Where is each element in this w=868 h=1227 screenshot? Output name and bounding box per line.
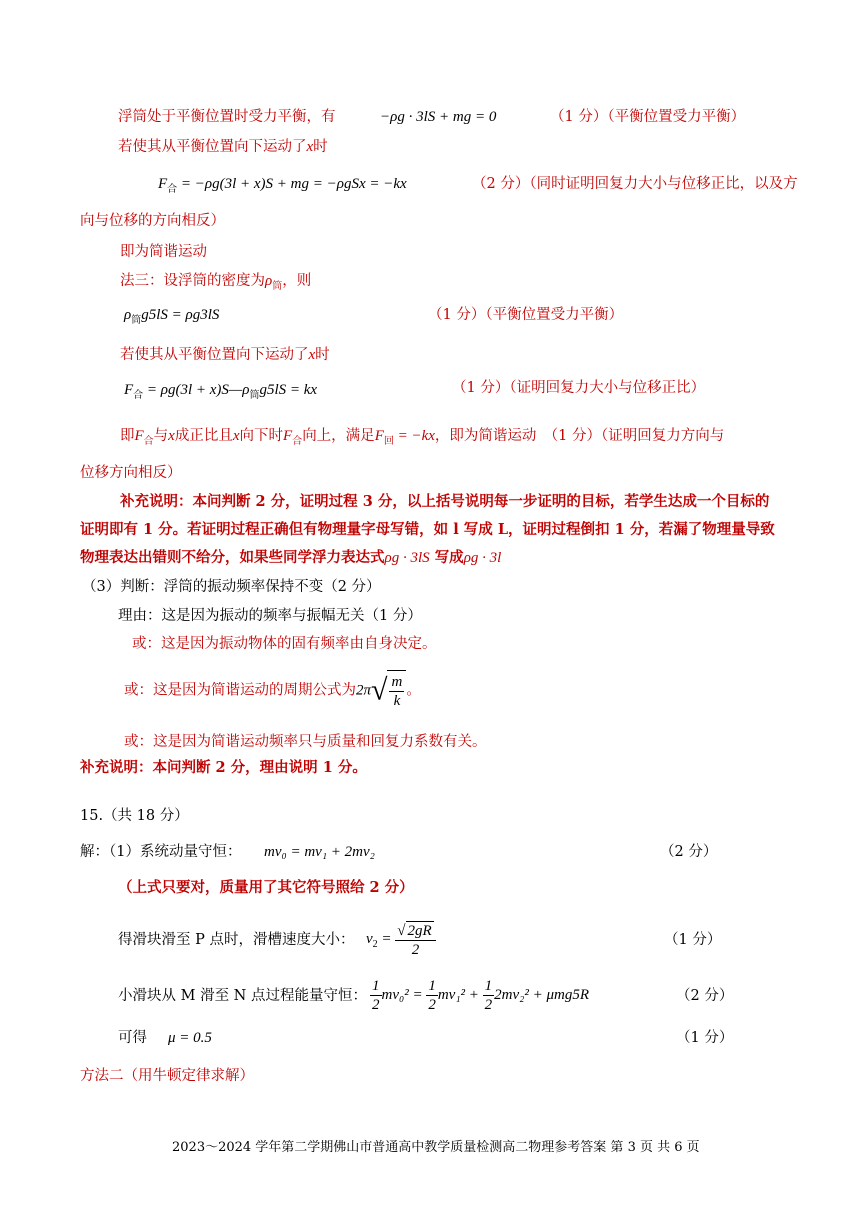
- q15-energy: 小滑块从 M 滑至 N 点过程能量守恒：: [118, 988, 367, 1004]
- subscript: 筒: [131, 315, 142, 326]
- score: （1 分）: [676, 1030, 734, 1046]
- eq-equilibrium: −ρg · 3lS + mg = 0: [380, 109, 497, 125]
- method-three: [120, 271, 311, 297]
- text: 若使其从平衡位置向下运动了: [120, 347, 309, 363]
- text: 即: [120, 428, 135, 444]
- eq-v2: $v_2$ = $\frac{√ 2gR}{2}$: [366, 912, 436, 972]
- text: 物理表达出错则不给分，如果些同学浮力表达式: [80, 549, 385, 566]
- score-note: （1 分）（平衡位置受力平衡）: [550, 109, 746, 125]
- text: 时: [315, 347, 330, 363]
- expr: ρg · 3lS: [384, 550, 430, 566]
- score: （2 分）: [660, 844, 718, 860]
- q15-note: （上式只要对，质量用了其它符号照给 2 分）: [118, 879, 414, 896]
- symbol-v: v: [366, 931, 373, 947]
- score-note: （1 分）（证明回复力大小与位移正比）: [452, 380, 706, 396]
- numerator: 1: [372, 978, 380, 995]
- supplement-note-line3: [80, 548, 501, 568]
- text: 若使其从平衡位置向下运动了: [118, 139, 307, 155]
- line-displacement-2: [120, 345, 330, 365]
- q15-result: 可得: [118, 1030, 147, 1046]
- method-two: 方法二（用牛顿定律求解）: [80, 1068, 254, 1084]
- eq-restoring-force: [158, 174, 407, 200]
- symbol-rho: ρ: [265, 273, 273, 289]
- numerator: m: [391, 673, 403, 690]
- text: 时: [313, 139, 328, 155]
- score-note: （2 分）（同时证明回复力大小与位移正比，以及方: [472, 176, 798, 192]
- term: 2mv₂²: [494, 987, 529, 1003]
- subscript: 筒: [249, 390, 260, 401]
- symbol-x: x: [306, 139, 314, 155]
- numerator: 1: [484, 978, 493, 995]
- text: 写成: [434, 549, 464, 566]
- period: 。: [406, 682, 421, 699]
- line-displacement: [118, 137, 328, 157]
- line-equilibrium: [118, 107, 336, 127]
- denominator: k: [393, 692, 401, 709]
- q3-alt-1: 或：这是因为振动物体的固有频率由自身决定。: [132, 636, 437, 652]
- expr-2pi: 2π: [356, 682, 372, 699]
- symbol-F: F: [283, 428, 293, 444]
- eq-restoring-force-2: [124, 380, 317, 406]
- symbol-F: F: [134, 428, 144, 444]
- expr: ρg · 3l: [463, 550, 502, 566]
- text: ，则: [282, 273, 312, 289]
- score-note-cont: 位移方向相反）: [80, 465, 182, 481]
- score: （2 分）: [676, 988, 734, 1004]
- rhs: = −kx: [393, 428, 435, 444]
- text: ，即为简谐运动 （1 分）（证明回复力方向与: [434, 428, 725, 444]
- text: 向下时: [239, 428, 284, 444]
- line-proportional: [120, 426, 724, 452]
- numerator: 1: [428, 978, 436, 995]
- denominator: 2: [411, 941, 420, 958]
- denominator: 2: [428, 997, 436, 1014]
- eq-energy: [370, 968, 589, 1022]
- text: 或：这是因为简谐运动的周期公式为: [124, 682, 356, 699]
- radicand: 2gR: [407, 922, 432, 939]
- symbol-x: x: [168, 428, 175, 444]
- q3-reason: 理由：这是因为振动的频率与振幅无关（1 分）: [118, 608, 422, 624]
- term: + μmg5R: [532, 987, 590, 1003]
- supplement-note-line2: 证明即有 1 分。若证明过程正确但有物理量字母写错，如 l 写成 L，证明过程倒扣 1 分，若漏了物理量导致: [80, 521, 775, 538]
- text: 向上，满足: [302, 428, 375, 444]
- denominator: 2: [484, 997, 493, 1014]
- rhs: = ρg(3l + x)S—ρ: [143, 382, 250, 398]
- symbol-rho: ρ: [124, 307, 132, 323]
- q3-alt-2: 或：这是因为简谐运动的周期公式为2π√ $\frac{m}{k}$ 。: [124, 670, 421, 711]
- subscript: 合: [143, 435, 154, 447]
- supplement-note-2: 补充说明：本问判断 2 分，理由说明 1 分。: [80, 759, 367, 776]
- symbol-x: x: [232, 428, 240, 444]
- subscript: 合: [133, 390, 144, 401]
- rhs: = −ρg(3l + x)S + mg = −ρgSx = −kx: [177, 176, 407, 192]
- score-note: （1 分）（平衡位置受力平衡）: [428, 307, 624, 323]
- eq-mu: μ = 0.5: [168, 1030, 212, 1046]
- text: 与: [153, 428, 169, 444]
- q3-alt-3: 或：这是因为简谐运动频率只与质量和回复力系数有关。: [124, 734, 487, 750]
- subscript: 合: [167, 184, 178, 195]
- denominator: 2: [372, 997, 380, 1014]
- q15-momentum: 解：（1）系统动量守恒：: [80, 844, 242, 860]
- plus: +: [468, 987, 479, 1003]
- q3-judgement: （3）判断：浮筒的振动频率保持不变（2 分）: [82, 579, 381, 595]
- subscript: 筒: [272, 280, 283, 292]
- q15-title: 15.（共 18 分）: [80, 808, 189, 824]
- subscript: 合: [292, 435, 303, 447]
- shm-conclusion: 即为简谐运动: [120, 244, 207, 260]
- rhs: g5lS = kx: [259, 382, 318, 398]
- symbol-F: F: [124, 382, 134, 398]
- symbol-x: x: [308, 347, 316, 363]
- score: （1 分）: [664, 932, 722, 948]
- text: 成正比且: [174, 428, 233, 444]
- term: mv₀²: [381, 987, 409, 1003]
- supplement-note-line1: 补充说明：本问判断 2 分，证明过程 3 分，以上括号说明每一步证明的目标，若学生达成一个目标的: [120, 493, 770, 510]
- symbol-F: F: [374, 428, 384, 444]
- score-note-cont: 向与位移的方向相反）: [80, 213, 225, 229]
- text: 法三：设浮筒的密度为: [120, 273, 265, 289]
- equals: =: [412, 987, 423, 1003]
- text: 浮筒处于平衡位置时受力平衡，有: [118, 109, 336, 125]
- subscript: 回: [383, 435, 394, 447]
- symbol-F: F: [158, 176, 168, 192]
- eq-momentum: mv₀ = mv₁ + 2mv₂: [264, 844, 375, 860]
- term: mv₁²: [437, 987, 466, 1003]
- page-footer: 2023～2024 学年第二学期佛山市普通高中教学质量检测高二物理参考答案 第 3 页 共 6 页: [172, 1140, 700, 1155]
- q15-slide-speed: 得滑块滑至 P 点时，滑槽速度大小：: [118, 932, 355, 948]
- rhs: g5lS = ρg3lS: [141, 307, 220, 323]
- eq-density: [124, 305, 219, 331]
